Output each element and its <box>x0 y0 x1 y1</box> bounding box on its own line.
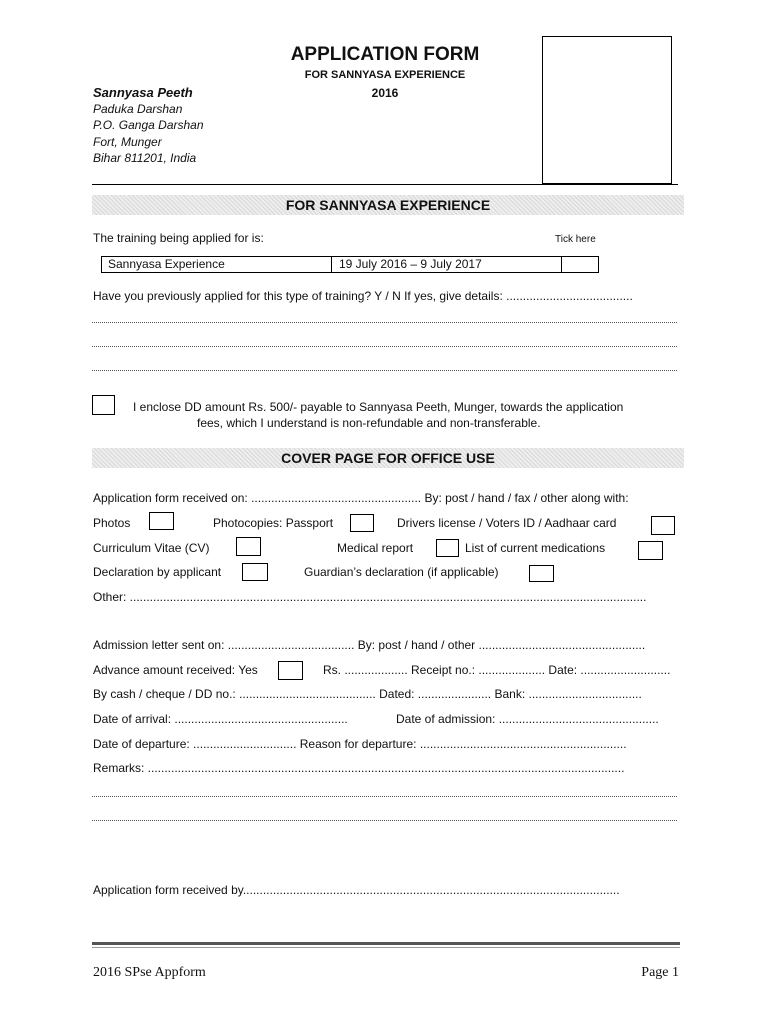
remarks-line[interactable]: Remarks: ............................................................................................................................................... <box>93 761 625 775</box>
passport-checkbox[interactable] <box>350 514 374 532</box>
received-by-line[interactable]: Application form received by................................................................................................................. <box>93 883 620 897</box>
other-line[interactable]: Other: ........................................................................................................................................................... <box>93 590 647 604</box>
training-table <box>101 256 599 273</box>
header-divider <box>92 184 678 185</box>
photocopies-label: Photocopies: Passport <box>213 516 334 530</box>
license-label: Drivers license / Voters ID / Aadhaar card <box>397 516 617 530</box>
course-name-cell: Sannyasa Experience <box>108 257 225 271</box>
enclose-text-line2: fees, which I understand is non-refundable and non-transferable. <box>197 416 541 430</box>
admission-letter-line[interactable]: Admission letter sent on: ...................................... By: post / hand / other .................................................. <box>93 638 646 652</box>
section-heading-sannyasa: FOR SANNYASA EXPERIENCE <box>92 195 684 215</box>
footer-doc-name: 2016 SPse Appform <box>93 965 206 980</box>
received-on-line[interactable]: Application form received on: ................................................... By: post / hand / fax / other along with: <box>93 491 629 505</box>
tick-checkbox[interactable] <box>562 257 597 272</box>
details-line[interactable] <box>92 370 677 371</box>
course-dates-cell: 19 July 2016 – 9 July 2017 <box>339 257 482 271</box>
advance-details[interactable]: Rs. ................... Receipt no.: .................... Date: ........................... <box>323 663 671 677</box>
admission-date-line[interactable]: Date of admission: ................................................ <box>396 712 659 726</box>
footer-page-number: Page 1 <box>641 965 679 980</box>
arrival-line[interactable]: Date of arrival: .................................................... <box>93 712 348 726</box>
section-heading-office-use: COVER PAGE FOR OFFICE USE <box>92 448 684 468</box>
remarks-extra-line[interactable] <box>92 820 677 821</box>
footer-rule-thin <box>92 947 680 948</box>
previous-application-question[interactable]: Have you previously applied for this type of training? Y / N If yes, give details: ...................................... <box>93 289 633 303</box>
address-line: Bihar 811201, India <box>93 151 197 165</box>
enclose-dd-checkbox[interactable] <box>92 395 115 415</box>
advance-yes-checkbox[interactable] <box>278 661 303 680</box>
address-line: Fort, Munger <box>93 135 162 149</box>
guardian-checkbox[interactable] <box>529 565 554 582</box>
footer-rule-thick <box>92 942 680 945</box>
cv-checkbox[interactable] <box>236 537 261 556</box>
training-label: The training being applied for is: <box>93 231 264 245</box>
form-year: 2016 <box>371 86 399 100</box>
org-name: Sannyasa Peeth <box>93 85 193 100</box>
license-checkbox[interactable] <box>651 516 675 535</box>
medications-checkbox[interactable] <box>638 541 663 560</box>
guardian-label: Guardian’s declaration (if applicable) <box>304 565 499 579</box>
departure-line[interactable]: Date of departure: ............................... Reason for departure: .............................................................. <box>93 737 627 751</box>
declaration-label: Declaration by applicant <box>93 565 222 579</box>
remarks-extra-line[interactable] <box>92 796 677 797</box>
medical-checkbox[interactable] <box>436 539 459 557</box>
payment-line[interactable]: By cash / cheque / DD no.: ......................................... Dated: ...................... Bank: .................................. <box>93 687 642 701</box>
cv-label: Curriculum Vitae (CV) <box>93 541 210 555</box>
declaration-checkbox[interactable] <box>242 563 268 581</box>
medical-label: Medical report <box>337 541 414 555</box>
advance-label: Advance amount received: Yes <box>93 663 258 677</box>
photos-label: Photos <box>93 516 131 530</box>
address-line: Paduka Darshan <box>93 102 183 116</box>
tick-label: Tick here <box>555 234 596 245</box>
address-line: P.O. Ganga Darshan <box>93 118 204 132</box>
photos-checkbox[interactable] <box>149 512 174 530</box>
enclose-text-line1: I enclose DD amount Rs. 500/- payable to Sannyasa Peeth, Munger, towards the application <box>133 400 624 414</box>
details-line[interactable] <box>92 322 677 323</box>
medications-label: List of current medications <box>465 541 606 555</box>
cell-divider <box>331 257 332 272</box>
page-subtitle: FOR SANNYASA EXPERIENCE <box>304 69 466 81</box>
details-line[interactable] <box>92 346 677 347</box>
photo-box <box>542 36 672 184</box>
page-title: APPLICATION FORM <box>290 44 480 65</box>
